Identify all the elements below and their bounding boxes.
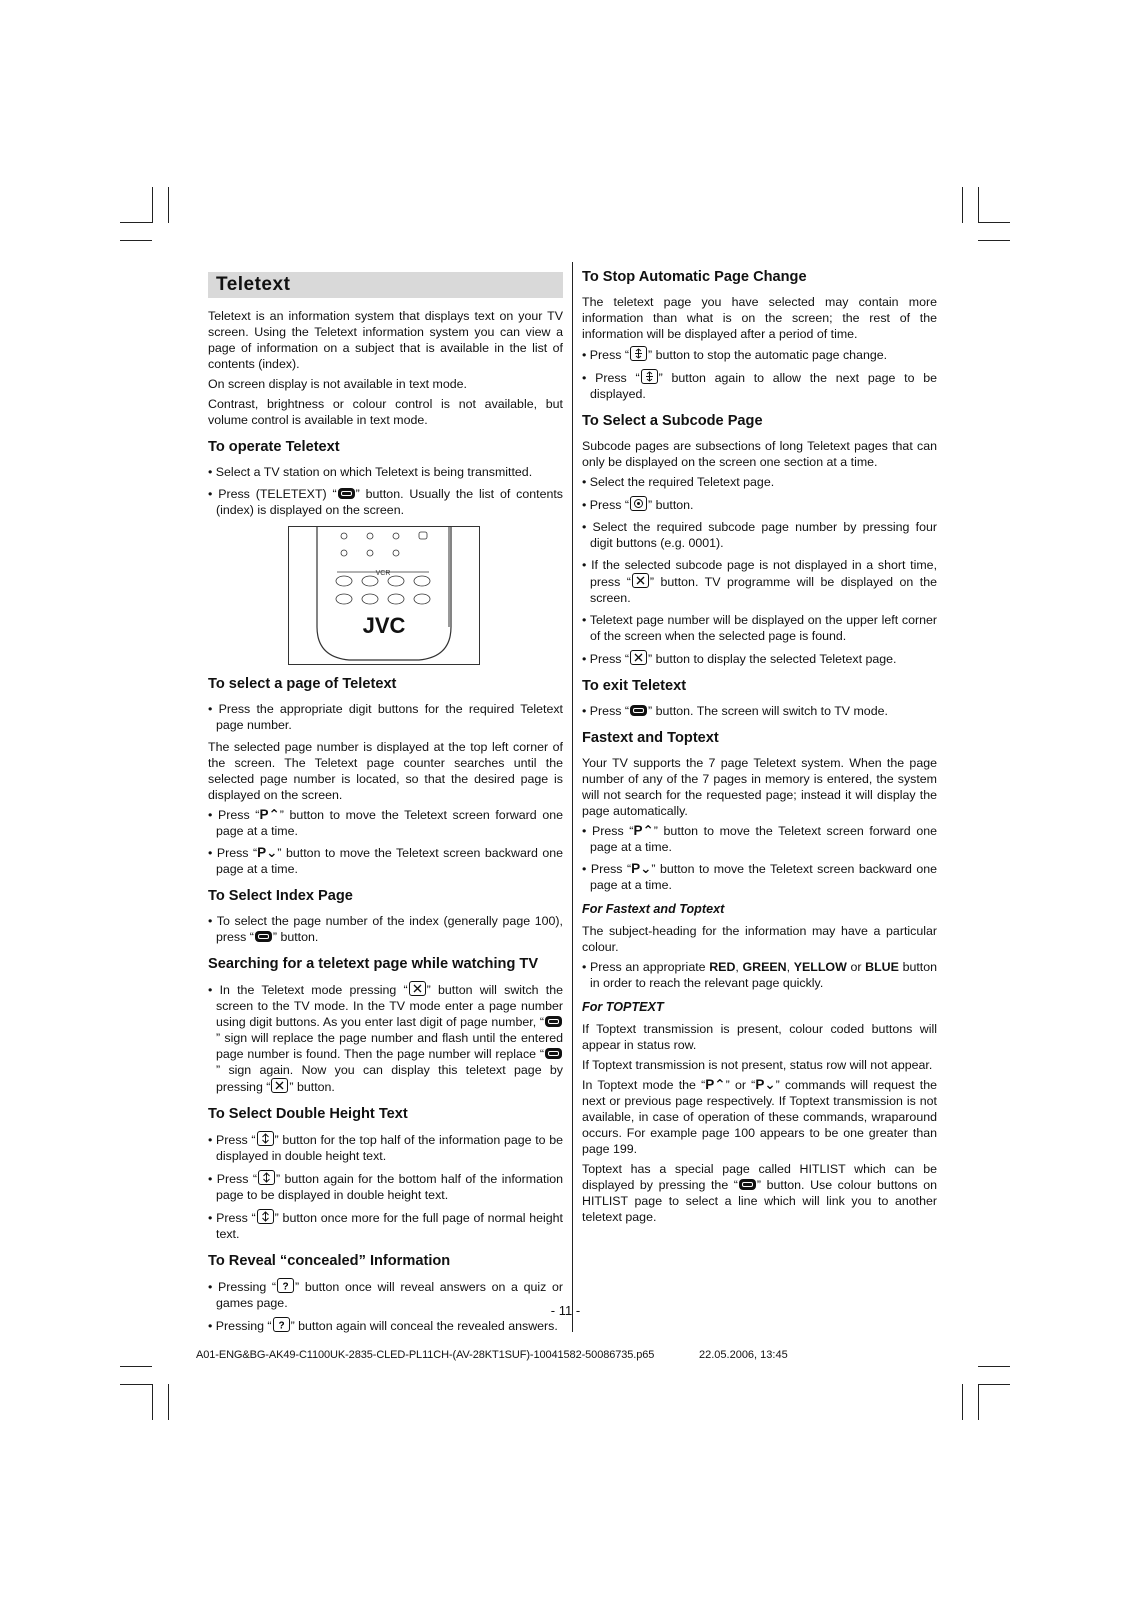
svg-text:?: ? [278,1320,285,1330]
p-up-icon: P⌃ [633,823,654,838]
tv-teletext-icon [545,1016,562,1027]
cancel-icon [271,1078,288,1093]
section-heading-fastext: Fastext and Toptext [582,730,719,746]
list-item: • Press “ ” button again to allow the next page to be displayed. [582,371,937,401]
column-divider [572,262,573,1332]
double-height-icon [257,1209,274,1224]
cancel-icon [409,981,426,996]
reveal-icon [277,1278,294,1293]
crop-mark [120,1384,152,1385]
page-number: - 11 - [550,1303,581,1318]
list-item: • Press (TELETEXT) “ ” button. Usually the list of contents (index) is displayed on the screen. [208,487,564,517]
section-heading-select-page: To select a page of Teletext [208,676,397,692]
svg-text:?: ? [282,1281,289,1291]
list-item: • Press “ ” button once more for the full page of normal height text. [208,1211,564,1241]
paragraph: If Toptext transmission is not present, status row will not appear. [582,1058,933,1072]
crop-mark [168,187,169,223]
crop-mark [120,1366,152,1367]
svg-text:VCR: VCR [375,570,391,577]
crop-mark [978,222,1010,223]
crop-mark [152,1384,153,1420]
crop-mark [962,1384,963,1420]
footer-filename: A01-ENG&BG-AK49-C1100UK-2835-CLED-PL11CH-(AV-28KT1SUF)-10041582-50086735.p65 [196,1349,655,1361]
crop-mark [978,1384,1010,1385]
index-icon [255,931,272,942]
index-icon [739,1179,756,1190]
p-down-icon: P⌄ [755,1077,776,1092]
tv-teletext-icon [338,488,355,499]
p-down-icon: P⌄ [257,845,278,860]
list-item: • Press “P⌃” button to move the Teletext screen forward one page at a time. [582,823,937,854]
list-item: • Teletext page number will be displayed on the upper left corner of the screen when the selected page is found. [582,613,938,643]
crop-mark [962,187,963,223]
p-down-icon: P⌄ [631,861,652,876]
paragraph: The subject-heading for the information may have a particular colour. [582,924,937,954]
paragraph: In Toptext mode the “P⌃” or “P⌄” commands will request the next or previous page respectively. If Toptext transmission is not available, in case of operation of these commands, wraparound occurs. For example page 100 appears to be one greater than page 199. [582,1077,937,1156]
section-heading-double-height: To Select Double Height Text [208,1106,408,1122]
crop-mark [152,187,153,223]
remote-control-illustration [288,526,480,665]
list-item: • Pressing “ ? ” button again will conceal the revealed answers. [208,1319,558,1333]
list-item: • Press an appropriate RED, GREEN, YELLOW or BLUE button in order to reach the relevant page quickly. [582,960,938,990]
section-heading-index: To Select Index Page [208,888,353,904]
paragraph: The teletext page you have selected may contain more information than what is on the screen; the rest of the information will be displayed after a period of time. [582,295,937,341]
paragraph: Toptext has a special page called HITLIST which can be displayed by pressing the “ ” button. Use colour buttons on HITLIST page to select a line which will link you to another teletext page. [582,1162,937,1224]
list-item: • Press “ ” button again for the bottom half of the information page to be displayed in double height text. [208,1172,563,1202]
reveal-icon [273,1317,290,1332]
remote-control-drawing [289,527,479,664]
list-item: • Select a TV station on which Teletext is being transmitted. [208,465,533,479]
paragraph: The selected page number is displayed at the top left corner of the screen. The Teletext page counter searches until the selected page number is located, so that the desired page is displayed on the screen. [208,740,563,802]
tv-teletext-icon [545,1048,562,1059]
hold-icon [630,346,647,361]
crop-mark [120,222,152,223]
list-item: • Press “ ” button to display the selected Teletext page. [582,652,897,666]
list-item: • If the selected subcode page is not displayed in a short time, press “ ” button. TV programme will be displayed on the screen. [582,558,938,605]
section-heading-subcode: To Select a Subcode Page [582,413,763,429]
crop-mark [978,187,979,223]
cancel-icon [630,650,647,665]
double-height-icon [258,1170,275,1185]
crop-mark [978,240,1010,241]
crop-mark [168,1384,169,1420]
paragraph: Your TV supports the 7 page Teletext system. When the page number of any of the 7 pages in memory is entered, the system will not search for the requested page; instead it will display the page automatically. [582,756,937,818]
list-item: • Press “ ” button for the top half of the information page to be displayed in double height text. [208,1133,563,1163]
paragraph: If Toptext transmission is present, colour coded buttons will appear in status row. [582,1022,937,1052]
crop-mark [120,240,152,241]
list-item: • Press “P⌄” button to move the Teletext screen backward one page at a time. [208,845,564,876]
list-item: • Press “P⌃” button to move the Teletext screen forward one page at a time. [208,807,563,838]
list-item: • Select the required Teletext page. [582,475,775,489]
crop-mark [978,1366,1010,1367]
intro-paragraph: Contrast, brightness or colour control is not available, but volume control is available in text mode. [208,397,563,427]
tv-teletext-icon [630,705,647,716]
double-height-icon [257,1131,274,1146]
paragraph: Subcode pages are subsections of long Teletext pages that can only be displayed on the screen one section at a time. [582,439,937,469]
list-item: • Press “P⌄” button to move the Teletext screen backward one page at a time. [582,861,938,892]
hold-icon [641,369,658,384]
crop-mark [978,1384,979,1420]
section-heading-stop: To Stop Automatic Page Change [582,269,807,285]
p-up-icon: P⌃ [705,1077,726,1092]
footer-date: 22.05.2006, 13:45 [699,1349,788,1361]
section-heading-reveal: To Reveal “concealed” Information [208,1253,451,1269]
p-up-icon: P⌃ [259,807,280,822]
right-column [582,262,937,1229]
svg-text:JVC: JVC [362,613,406,638]
subheading-toptext: For TOPTEXT [582,1000,664,1014]
subcode-icon [630,496,647,511]
list-item: • Press “ ” button to stop the automatic page change. [582,348,888,362]
list-item: • To select the page number of the index (generally page 100), press “ ” button. [208,914,564,944]
list-item: • Press the appropriate digit buttons for the required Teletext page number. [208,702,564,732]
cancel-icon [632,573,649,588]
left-column [208,262,563,1340]
list-item: • In the Teletext mode pressing “ ” button will switch the screen to the TV mode. In the TV mode enter a page number using digit buttons. As you enter last digit of page number, “” sign will replace the page number and flash until the entered page number is found. Then the page number will replace “” sign again. Now you can display this teletext page by pressing “ ” button. [208,983,563,1094]
section-heading-operate: To operate Teletext [208,439,340,455]
page-title: Teletext [208,272,563,298]
list-item: • Press “ ” button. [582,498,694,512]
list-item: • Select the required subcode page number by pressing four digit buttons (e.g. 0001). [582,520,938,550]
section-heading-search: Searching for a teletext page while watching TV [208,956,539,972]
list-item: • Press “ ” button. The screen will switch to TV mode. [582,704,888,718]
intro-paragraph: On screen display is not available in text mode. [208,377,467,391]
intro-paragraph: Teletext is an information system that displays text on your TV screen. Using the Teletext information system you can view a page of information on a subject that is available in the list of contents (index). [208,309,563,371]
section-heading-exit: To exit Teletext [582,678,687,694]
list-item: • Pressing “ ? ” button once will reveal answers on a quiz or games page. [208,1280,564,1310]
subheading-fastext-toptext: For Fastext and Toptext [582,902,725,916]
